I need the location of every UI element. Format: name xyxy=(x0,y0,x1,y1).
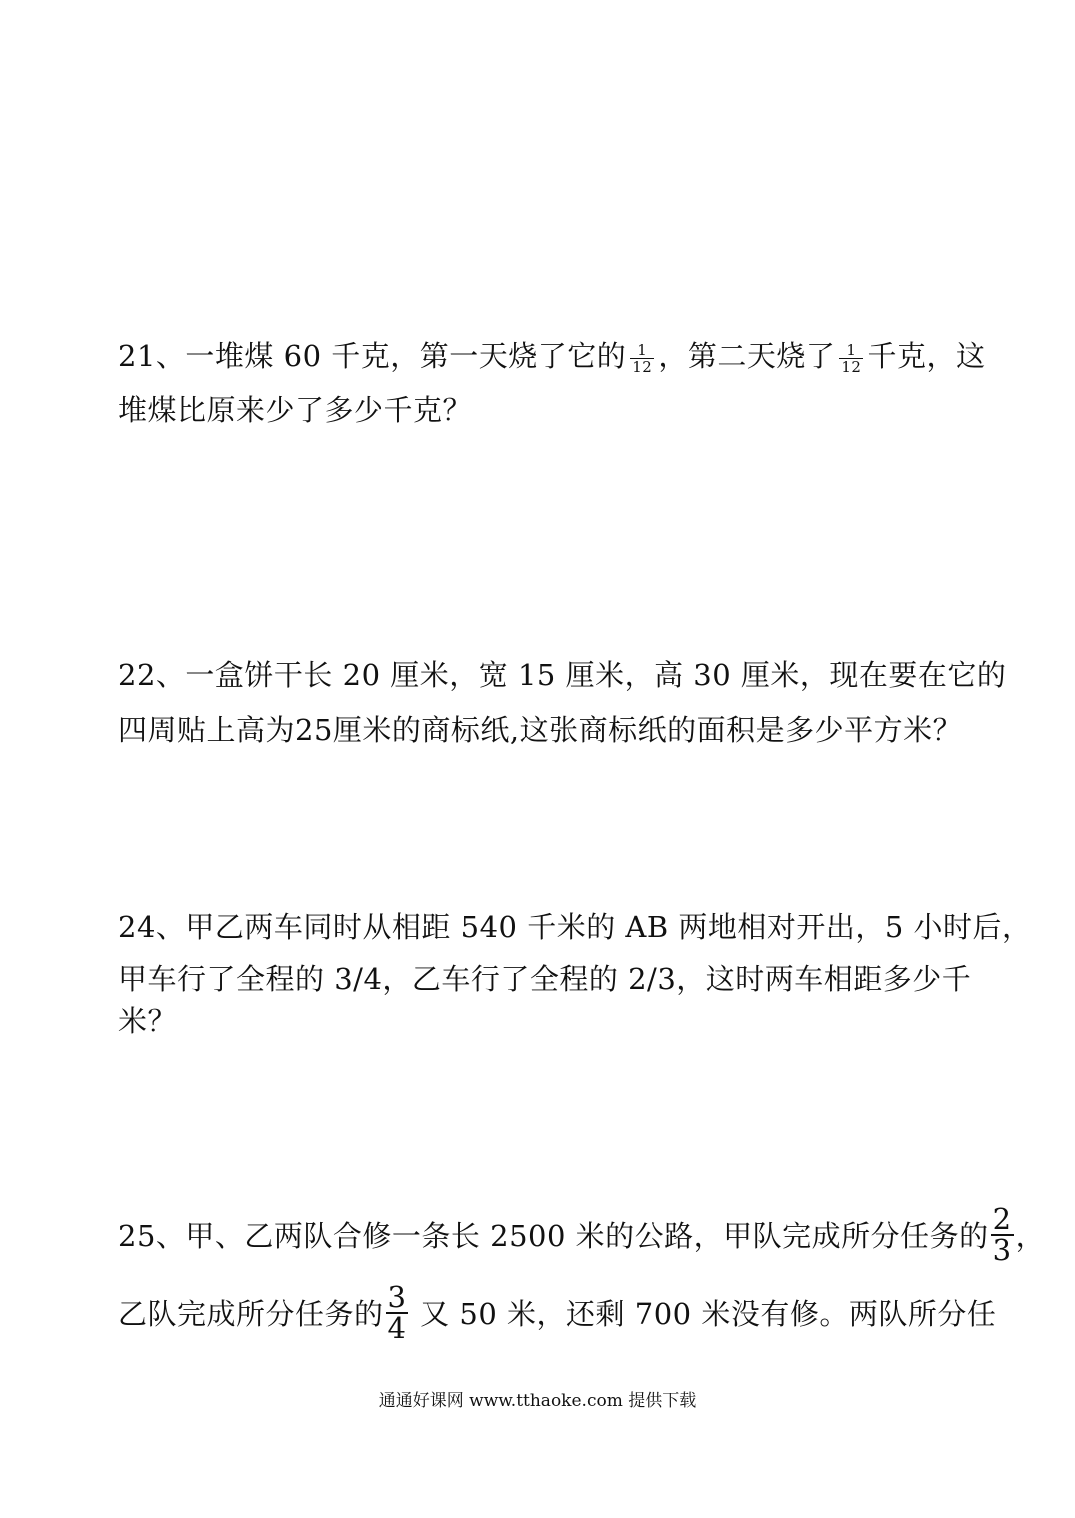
q21-line-2: 堆煤比原来少了多少千克？ xyxy=(118,393,473,427)
q24-line-3: 米？ xyxy=(118,1004,178,1038)
q25-fraction-2 xyxy=(386,1280,409,1345)
q25-text-c: 乙队完成所分任务的 xyxy=(118,1297,384,1331)
q22-line-1: 22、一盒饼干长 20 厘米，宽 15 厘米，高 30 厘米，现在要在它的 xyxy=(118,658,1007,692)
q21-text-a: 21、一堆煤 60 千克，第一天烧了它的 xyxy=(118,339,627,373)
q25-text-a: 25、甲、乙两队合修一条长 2500 米的公路，甲队完成所分任务的 xyxy=(118,1219,989,1253)
q24-line-2: 甲车行了全程的 3/4，乙车行了全程的 2/3，这时两车相距多少千 xyxy=(118,962,972,996)
q21-text-b: ，第二天烧了 xyxy=(658,339,836,373)
q25-fraction-1-denominator: 3 xyxy=(992,1233,1012,1267)
q21-fraction-1 xyxy=(630,342,654,375)
q25-fraction-1 xyxy=(991,1202,1014,1267)
q25-line-1 xyxy=(118,1202,1046,1268)
q25-fraction-2-numerator: 3 xyxy=(387,1280,407,1314)
q21-fraction-2-denominator: 12 xyxy=(841,357,862,376)
q25-line-2 xyxy=(118,1280,997,1346)
q21-line-1 xyxy=(118,338,985,375)
q25-text-d: 又 50 米，还剩 700 米没有修。两队所分任 xyxy=(410,1297,997,1331)
page-footer: 通通好课网 www.tthaoke.com 提供下载 xyxy=(378,1391,697,1411)
q25-fraction-2-denominator: 4 xyxy=(387,1311,407,1345)
q21-text-c: 千克，这 xyxy=(867,339,986,373)
q21-fraction-2 xyxy=(839,342,863,375)
q21-fraction-2-numerator: 1 xyxy=(839,342,863,359)
q25-fraction-1-numerator: 2 xyxy=(992,1202,1012,1236)
q21-fraction-1-denominator: 12 xyxy=(632,357,653,376)
q25-text-b: ， xyxy=(1015,1219,1046,1253)
q22-line-2: 四周贴上高为25厘米的商标纸,这张商标纸的面积是多少平方米？ xyxy=(118,713,963,747)
q21-fraction-1-numerator: 1 xyxy=(630,342,654,359)
q24-line-1: 24、甲乙两车同时从相距 540 千米的 AB 两地相对开出，5 小时后， xyxy=(118,910,1032,944)
